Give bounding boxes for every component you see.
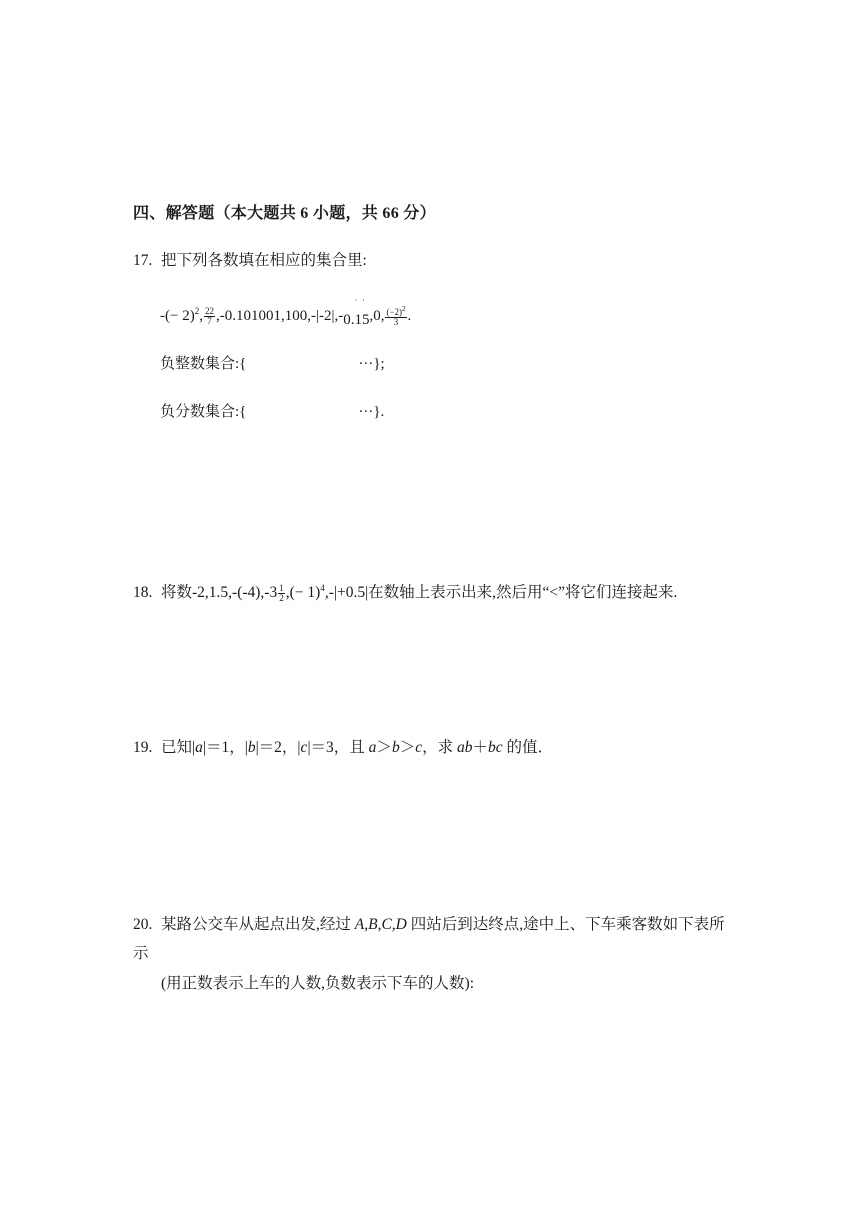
question-17 — [133, 246, 367, 275]
denominator: 2 — [279, 592, 284, 603]
question-text-line2: (用正数表示上车的人数,负数表示下车的人数): — [161, 974, 475, 992]
question-number: 18. — [133, 584, 153, 601]
fraction — [278, 584, 285, 604]
question-number: 20. — [133, 916, 153, 933]
set-label: 负分数集合:{ — [160, 404, 247, 420]
repeating-decimal — [343, 298, 370, 329]
question-stem: 把下列各数填在相应的集合里: — [161, 252, 367, 269]
question-number: 17. — [133, 252, 153, 269]
denominator: 7 — [207, 316, 212, 327]
digit: 1 — [354, 312, 362, 328]
question-text: ＋ — [472, 739, 488, 756]
station-names: A,B,C,D — [354, 916, 407, 933]
decimal-integer-part: 0. — [343, 312, 355, 328]
question-text: ，求 — [422, 739, 457, 756]
fraction — [204, 307, 215, 327]
variable: ab — [456, 739, 473, 756]
numerator: 22 — [204, 305, 214, 316]
variable: b — [247, 739, 256, 756]
question-text: 某路公交车从起点出发,经过 — [161, 916, 355, 933]
exponent: 2 — [402, 304, 406, 313]
negative-fraction-set — [160, 400, 384, 421]
numerator-base: (−2) — [386, 306, 403, 317]
question-text: |＝1，| — [202, 739, 248, 756]
question-text: ,(− 1) — [285, 584, 321, 601]
question-18 — [133, 578, 677, 607]
number-list — [160, 298, 412, 328]
variable: c — [415, 739, 423, 756]
fraction — [385, 306, 406, 328]
variable: a — [368, 739, 377, 756]
term: -(− 2) — [160, 308, 195, 324]
denominator: 3 — [393, 317, 399, 328]
set-end: ···}. — [358, 404, 385, 420]
period: . — [407, 308, 412, 324]
question-19 — [133, 733, 553, 762]
repeating-digit — [361, 298, 370, 328]
digit: 5 — [361, 312, 370, 328]
variable: b — [391, 739, 400, 756]
variable: c — [300, 739, 308, 756]
question-text: 将数-2,1.5,-(-4),-3 — [161, 584, 278, 601]
set-end: ···}; — [358, 356, 385, 372]
question-number: 19. — [133, 739, 153, 756]
repeat-dot: ˙ — [361, 298, 365, 308]
set-label: 负整数集合:{ — [160, 356, 247, 372]
negative-integer-set — [160, 352, 385, 373]
question-text: 已知| — [161, 739, 196, 756]
repeat-dot: ˙ — [354, 298, 358, 308]
question-text: ,-|+0.5|在数轴上表示出来,然后用“<”将它们连接起来. — [324, 584, 678, 601]
question-text: ＞ — [376, 739, 392, 756]
separator: ,0, — [369, 308, 385, 324]
question-text: |＝2，| — [255, 739, 301, 756]
variable: bc — [488, 739, 503, 756]
question-text: 的值． — [502, 739, 554, 756]
question-text: ＞ — [399, 739, 416, 756]
variable: a — [195, 739, 203, 756]
repeating-digit — [354, 298, 362, 328]
term: ,-0.101001,100,-|-2|,- — [215, 308, 344, 324]
section-title: 四、解答题（本大题共 6 小题，共 66 分） — [133, 205, 436, 222]
separator: , — [199, 308, 203, 324]
question-text: |＝3，且 — [307, 739, 369, 756]
exponent: 4 — [320, 582, 325, 593]
exponent: 2 — [194, 306, 200, 316]
question-text: 四站后到达终点,途中上、下车乘客数如下表所示 — [133, 916, 725, 963]
question-20 — [133, 910, 733, 998]
numerator: 1 — [279, 582, 284, 593]
